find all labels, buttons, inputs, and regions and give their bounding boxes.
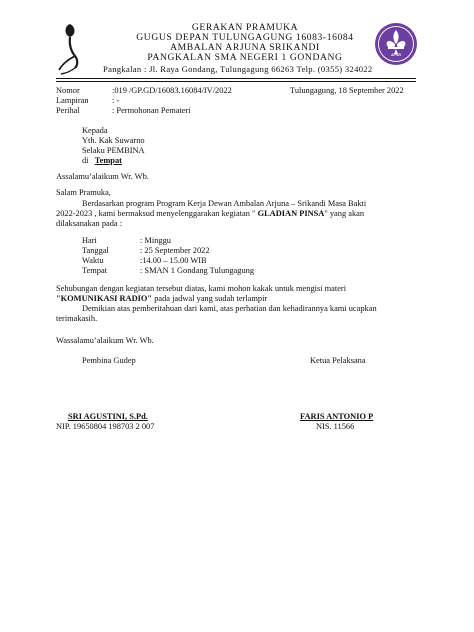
right-signer-role: Ketua Pelaksana [310, 356, 366, 365]
detail-label: Waktu [82, 256, 104, 265]
detail-value: : 25 September 2022 [140, 246, 210, 255]
salam-pramuka: Salam Pramuka, [56, 188, 111, 197]
pangkalan-name: PANGKALAN SMA NEGERI 1 GONDANG [147, 52, 343, 63]
kepada-label: Kepada [82, 126, 108, 135]
perihal-label: Perihal [56, 106, 80, 115]
paragraph-1-line-3: dilaksanakan pada : [56, 219, 123, 228]
paragraph-1-line-1: Berdasarkan program Program Kerja Dewan Ambalan Arjuna – Srikandi Masa Bakti [82, 199, 367, 208]
opening-greeting: Assalamu’alaikum Wr. Wb. [56, 172, 149, 181]
gudep-name: GUGUS DEPAN TULUNGAGUNG 16083-16084 [136, 32, 354, 43]
recipient-name: Yth. Kak Suwarno [82, 136, 145, 145]
left-signer-name: SRI AGUSTINI, S.Pd. [68, 412, 148, 421]
materi-name: "KOMUNIKASI RADIO" [56, 294, 153, 303]
p2-text-b: pada jadwal yang sudah terlampir [152, 294, 268, 303]
lampiran-value: : - [112, 96, 120, 105]
paragraph-1-line-2 [56, 209, 364, 219]
detail-value: : SMAN 1 Gondang Tulungagung [140, 266, 255, 275]
closing-greeting: Wassalamu’alaikum Wr. Wb. [56, 336, 154, 345]
p1-text-a: 2022-2023 , kami bermaksud menyelenggarakan kegiatan " [56, 209, 256, 218]
left-signer-id: NIP. 19650804 198703 2 007 [56, 422, 155, 431]
tempat-label: Tempat [94, 156, 122, 165]
header-divider [56, 78, 416, 79]
perihal-value: : Permohonan Pemateri [112, 106, 191, 115]
header-divider-thin [56, 81, 416, 82]
paragraph-2-line-2 [56, 294, 267, 304]
ambalan-name: AMBALAN ARJUNA SRIKANDI [170, 42, 320, 53]
nomor-label: Nomor [56, 86, 80, 95]
detail-label: Tanggal [82, 246, 109, 255]
letter-date: Tulungagung, 18 September 2022 [290, 86, 404, 95]
detail-value: :14.00 – 15.00 WIB [140, 256, 207, 265]
p1-text-b: " yang akan [324, 209, 365, 218]
left-signer-role: Pembina Gudep [82, 356, 136, 365]
paragraph-3-line-2: terimakasih. [56, 314, 98, 323]
detail-label: Tempat [82, 266, 107, 275]
paragraph-3-line-1: Demikian atas pemberitahuan dari kami, atas perhatian dan kehadirannya kami ucapkan [82, 304, 377, 313]
emblem-text: APSR [391, 53, 401, 57]
event-name: GLADIAN PINSA [255, 209, 325, 218]
right-signer-id: NIS. 11566 [316, 422, 355, 431]
detail-value: : Minggu [140, 236, 171, 245]
right-signer-name: FARIS ANTONIO P [300, 412, 374, 421]
org-name: GERAKAN PRAMUKA [191, 22, 299, 33]
di-label: di [82, 156, 89, 165]
nomor-value: :019 /GP.GD/16083.16084/IV/2022 [112, 86, 232, 95]
recipient-place [82, 156, 122, 166]
detail-label: Hari [82, 236, 97, 245]
address: Pangkalan : Jl. Raya Gondang, Tulungagung 66263 Telp. (0355) 324022 [103, 64, 373, 74]
paragraph-2-line-1: Sehubungan dengan kegiatan tersebut diatas, kami mohon kakak untuk mengisi materi [56, 284, 347, 293]
lampiran-label: Lampiran [56, 96, 89, 105]
wosm-emblem-icon [374, 22, 418, 66]
recipient-role: Selaku PEMBINA [82, 146, 145, 155]
